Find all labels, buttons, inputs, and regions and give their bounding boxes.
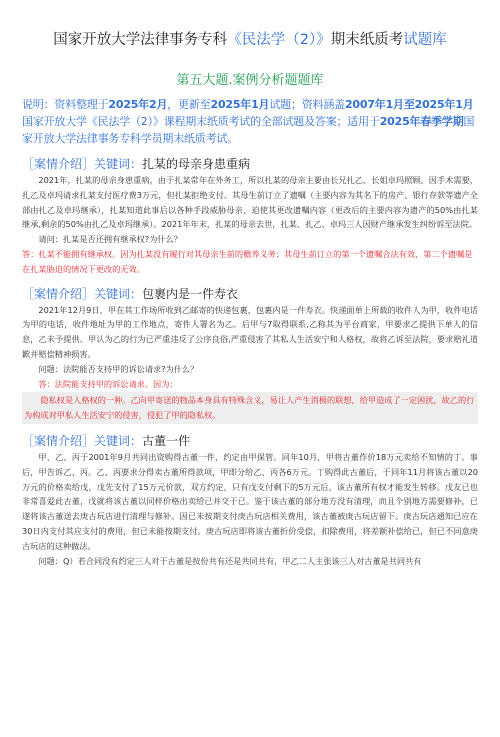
note-bold: 2007年1月至2025年1月 <box>344 98 474 111</box>
case-body-2: 2021年12月9日，甲在其工作场所收到乙邮寄的快递包裹，包裹内是一件寿衣。快递面单上所载的收件人为甲，收件电话为甲的电话，收件地址为甲的工作地点，寄件人署名为乙。后甲与7取得联系,乙称其为平台商家，甲要求乙提供下单人的信息，乙未予提供。甲认为乙的行为已严重违反了公序良俗,严重侵害了其私人生活安宁和人格权，故将乙诉至法院，要求赔礼道歉并赔偿精神损害。 <box>22 304 478 359</box>
case-topic: 包裹内是一件寿衣 <box>142 286 239 301</box>
case-tag: ［案情介绍］ <box>22 286 95 301</box>
note-bold: 2025年2月 <box>108 98 168 111</box>
case-tag: ［案情介绍］ <box>22 157 95 171</box>
case-topic: 扎某的母亲身患重病 <box>142 157 251 171</box>
case-answer-1: 答：扎某不能拥有继承权。因为扎某没有履行对其母亲生前的赡养义务；其母生前订立的第一个遗嘱合法有效，第二个遗嘱是在扎某胁迫的情况下更改的无效。 <box>22 248 473 274</box>
case-question-1: 请问：扎某是否还拥有继承权?为什么？ <box>38 234 182 245</box>
title-part-1: 国家开放大学法律事务专科 <box>53 32 228 48</box>
note-bold: 2025年春季学期 <box>379 115 464 128</box>
case-answer-box-2: 隐私权是人格权的一种。乙向甲寄送的物品本身具有特殊含义，易让人产生消极的联想，给甲造成了一定困扰，故乙的行为构成对甲私人生活安宁的侵害，侵犯了甲的隐私权。 <box>22 392 478 424</box>
title-course-name: 《民法学（2）》 <box>227 32 331 48</box>
case-tag: ［案情介绍］ <box>22 433 95 448</box>
case-heading-1 <box>22 155 478 173</box>
case-keyword-label: 关键词： <box>94 157 143 171</box>
note-text: ，更新至 <box>167 98 211 111</box>
case-keyword-label: 关键词： <box>94 286 143 301</box>
document-title <box>22 30 478 50</box>
case-heading-2 <box>22 285 478 303</box>
description-note <box>22 96 478 147</box>
note-text: 国家开放大学法律事务专科学员期末纸质考试。 <box>22 115 475 145</box>
note-text: 试题；资料涵盖 <box>269 98 345 111</box>
case-question-3: 问题：Q）若合同没有约定三人对于古董是按份共有还是共同共有，甲乙二人主张该三人对古董是共同共有 <box>38 555 422 566</box>
case-body-3: 甲、乙、丙于2001年9月共同出资购得古董一件，约定由甲保管。同年10月，甲将古董作价18万元卖给不知情的丁。事后，甲告诉乙、丙。乙、丙要求分得卖古董所得款项，甲即分给乙、丙各6万元。丁购得此古董后，于同年11月将该古董以20万元的价格卖给戊，戊先支付了15万元价款，双方约定，只有戊支付剩下的5万元后，该古董所有权才能发生转移。戊友已也非常喜爱此古董，戊就将该古董以同样价格出卖给已并交于已。鉴于该古董的部分地方没有清理，而且个别地方需要修补，已遂将该古董送去庚古玩店进行清理与修补。因已未按期支付庚古玩店相关费用，该古董被庚古玩店留下。庚古玩店通知已应在30日内支付其应支付的费用，但已未能按期支付。庚古玩店即将该古董折价受偿，扣除费用，将差额补偿给已，但已不同意庚古玩店的这种做法。 <box>22 451 478 551</box>
note-text: 说明：资料整理于 <box>22 98 109 111</box>
case-keyword-label: 关键词： <box>94 433 143 448</box>
case-body-1: 2021年，扎某的母亲身患重病，由于扎某常年在外务工，所以扎某的母亲主要由长兄扎乙、长姐卓玛照顾。因手术需要，扎乙及卓玛请求扎某支付医疗费3万元，但扎某拒绝支付。其母生前订立了遗嘱（主要内容为其名下的房产、银行存款等遗产全部由扎乙及卓玛继承），扎某知道此事后以各种手段威胁母亲，迫使其更改遗嘱内容（更改后的主要内容为遗产的50%由扎某继承,剩余的50%由扎乙及卓玛继承）。2021年年末，扎某的母亲去世，扎某、扎乙、卓玛三人因财产继承发生纠纷诉至法院。 <box>22 175 478 230</box>
note-bold: 2025年1月 <box>210 98 270 111</box>
case-topic: 古董一件 <box>142 433 191 448</box>
note-text: 国家开放大学《民法学（2）》课程期末纸质考试的全部试题及答案；适用于 <box>22 115 380 128</box>
case-answer-2: 答：法院能支持甲的诉讼请求。因为： <box>38 378 178 389</box>
case-question-2: 问题：法院能否支持甲的诉讼请求?为什么？ <box>38 363 199 374</box>
title-part-3: 试题库 <box>403 32 447 48</box>
document-page <box>0 30 500 737</box>
section-title: 第五大题.案例分析题题库 <box>176 73 324 88</box>
title-part-2: 期末纸质考 <box>330 32 404 48</box>
case-heading-3 <box>22 432 478 450</box>
